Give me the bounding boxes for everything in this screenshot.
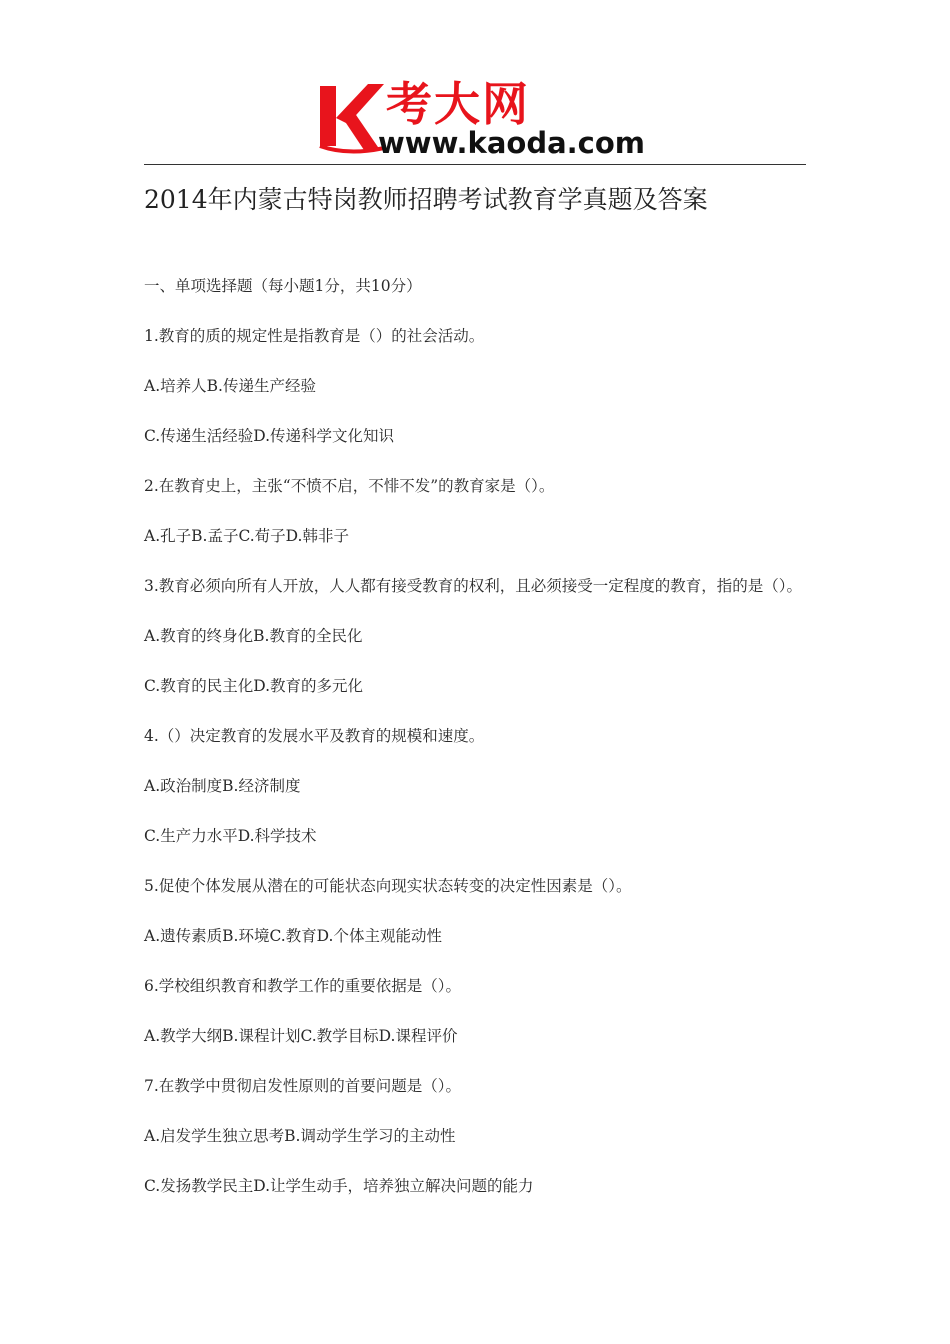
question-5-options: A.遗传素质B.环境C.教育D.个体主观能动性 [144, 927, 442, 945]
logo-chinese-text: 考大网 [386, 77, 530, 131]
question-7-options-a: A.启发学生独立思考B.调动学生学习的主动性 [144, 1127, 456, 1145]
document-title: 2014年内蒙古特岗教师招聘考试教育学真题及答案 [144, 185, 708, 214]
question-7: 7.在教学中贯彻启发性原则的首要问题是（）。 [144, 1077, 462, 1095]
question-4-options-a: A.政治制度B.经济制度 [144, 777, 301, 795]
question-6-options: A.教学大纲B.课程计划C.教学目标D.课程评价 [144, 1027, 458, 1045]
question-2: 2.在教育史上，主张“不愤不启，不悱不发”的教育家是（）。 [144, 477, 555, 495]
question-1: 1.教育的质的规定性是指教育是（）的社会活动。 [144, 327, 485, 345]
question-3: 3.教育必须向所有人开放，人人都有接受教育的权利，且必须接受一定程度的教育，指的是（）。 [144, 577, 803, 595]
logo-url-text: www.kaoda.com [378, 126, 645, 160]
question-3-options-b: C.教育的民主化D.教育的多元化 [144, 677, 364, 695]
document-body [144, 274, 812, 1224]
section-heading: 一、单项选择题（每小题1分，共10分） [144, 277, 422, 295]
question-5: 5.促使个体发展从潜在的可能状态向现实状态转变的决定性因素是（）。 [144, 877, 632, 895]
kaoda-logo[interactable] [318, 78, 648, 160]
header-divider [144, 164, 806, 165]
question-7-options-b: C.发扬教学民主D.让学生动手，培养独立解决问题的能力 [144, 1177, 534, 1195]
question-1-options-a: A.培养人B.传递生产经验 [144, 377, 316, 395]
question-2-options: A.孔子B.孟子C.荀子D.韩非子 [144, 527, 349, 545]
question-4-options-b: C.生产力水平D.科学技术 [144, 827, 317, 845]
question-6: 6.学校组织教育和教学工作的重要依据是（）。 [144, 977, 462, 995]
question-1-options-b: C.传递生活经验D.传递科学文化知识 [144, 427, 395, 445]
question-4: 4.（）决定教育的发展水平及教育的规模和速度。 [144, 727, 485, 745]
question-3-options-a: A.教育的终身化B.教育的全民化 [144, 627, 363, 645]
